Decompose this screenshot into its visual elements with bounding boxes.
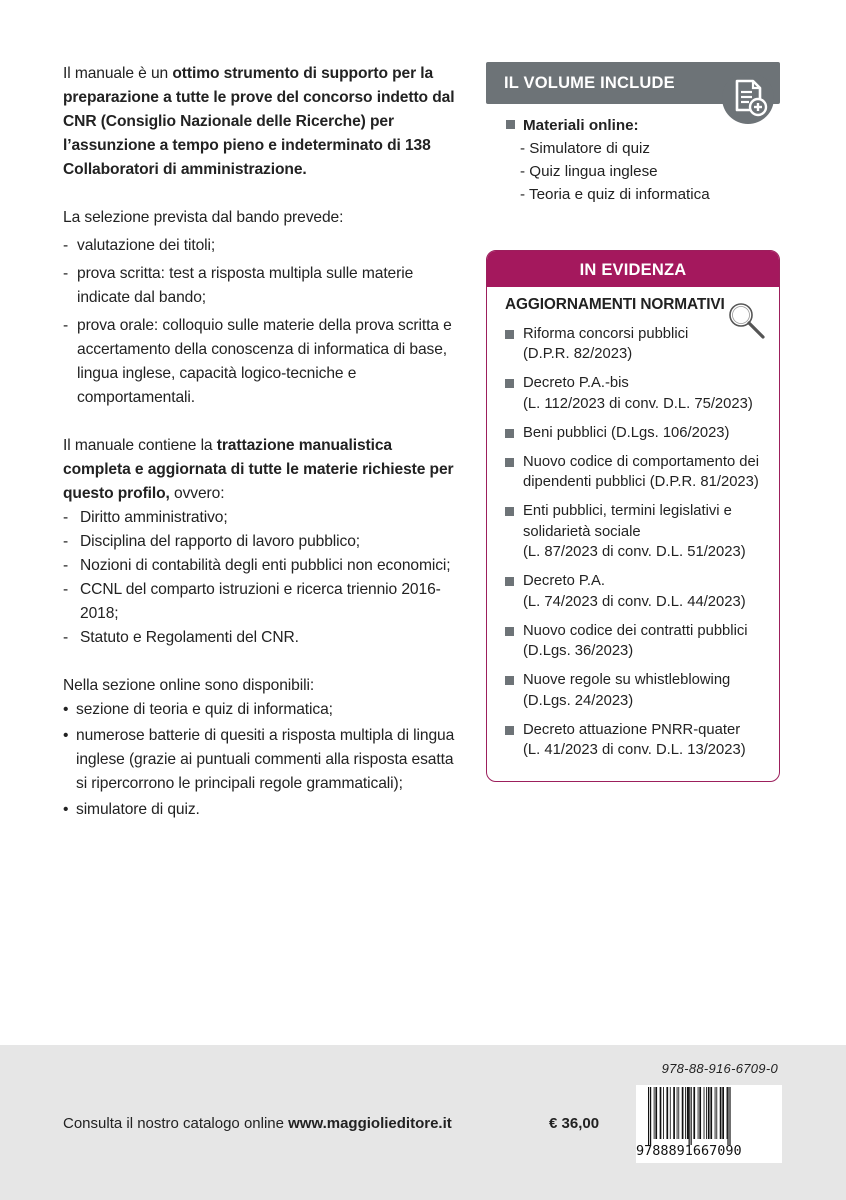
barcode-bar xyxy=(699,1087,701,1139)
update-line: solidarietà sociale xyxy=(523,523,641,540)
update-item xyxy=(505,621,779,662)
barcode-bar xyxy=(689,1087,690,1145)
contents-text: Il manuale contiene la xyxy=(63,437,217,454)
barcode-bar xyxy=(687,1087,689,1139)
selection-item-text: valutazione dei titoli; xyxy=(77,237,216,254)
square-bullet-icon xyxy=(505,627,514,636)
price: € 36,00 xyxy=(549,1115,600,1132)
barcode-bar xyxy=(704,1087,705,1139)
intro-bold-text: ottimo strumento di supporto per la preparazione a tutte le prove del concorso indetto dal CNR (Consiglio Nazionale delle Ricerche) per l’assunzione a tempo pieno e indeterminato di 138 Collaboratori di amministrazione. xyxy=(63,65,455,178)
update-item-text xyxy=(523,452,759,493)
update-line: dipendenti pubblici (D.P.R. 81/2023) xyxy=(523,474,759,490)
subject-item xyxy=(63,578,459,626)
online-intro: Nella sezione online sono disponibili: xyxy=(63,677,315,694)
square-bullet-icon xyxy=(505,577,514,586)
barcode xyxy=(636,1085,782,1163)
online-item xyxy=(63,798,459,822)
catalog-line xyxy=(63,1115,452,1132)
barcode-bar xyxy=(648,1087,649,1145)
barcode-bar xyxy=(650,1087,651,1145)
intro-paragraph xyxy=(63,62,459,182)
dash-marker: - xyxy=(63,265,69,282)
update-item-text xyxy=(523,324,688,365)
barcode-bar xyxy=(716,1087,717,1139)
subject-item xyxy=(63,554,459,578)
catalog-link[interactable]: www.maggiolieditore.it xyxy=(288,1115,452,1132)
online-item-text: numerose batterie di quesiti a risposta multipla di lingua inglese (grazie ai puntuali commenti alla risposta esatta si ripercorrono le principali regole grammaticali); xyxy=(76,727,455,792)
barcode-bar xyxy=(720,1087,722,1139)
subjects-list xyxy=(63,506,459,650)
update-line: Beni pubblici (D.Lgs. 106/2023) xyxy=(523,424,730,441)
barcode-bar xyxy=(691,1087,692,1145)
subject-item-text: Statuto e Regolamenti del CNR. xyxy=(80,629,299,646)
square-bullet-icon xyxy=(505,676,514,685)
in-evidenza-body xyxy=(487,287,779,761)
update-line: Nuovo codice dei contratti pubblici xyxy=(523,622,748,639)
update-item xyxy=(505,720,779,761)
update-item-text xyxy=(523,670,730,711)
dash-marker: - xyxy=(63,237,69,254)
online-item xyxy=(63,698,459,722)
contents-bold-text: trattazione manualistica completa e aggiornata di tutte le materie richieste per questo profilo, xyxy=(63,437,454,502)
barcode-bar xyxy=(729,1087,730,1145)
barcode-bar xyxy=(698,1087,699,1139)
catalog-text: Consulta il nostro catalogo online xyxy=(63,1115,289,1132)
dash-marker: - xyxy=(63,317,69,334)
update-item xyxy=(505,571,779,612)
update-item-text xyxy=(523,621,748,662)
online-materials-item: - Simulatore di quiz xyxy=(520,140,650,157)
update-item xyxy=(505,373,779,414)
contents-paragraph xyxy=(63,434,459,506)
barcode-bars xyxy=(636,1085,782,1145)
selection-item-text: prova scritta: test a risposta multipla sulle materie indicate dal bando; xyxy=(77,265,414,306)
online-item xyxy=(63,724,459,796)
description-column xyxy=(63,62,459,822)
volume-include-title: IL VOLUME INCLUDE xyxy=(504,74,675,92)
update-line: Decreto P.A.-bis xyxy=(523,375,629,391)
barcode-bar xyxy=(693,1087,695,1139)
selection-list xyxy=(63,234,459,410)
update-line: Decreto P.A. xyxy=(523,573,605,589)
online-materials-label: Materiali online: xyxy=(506,114,780,137)
online-materials-item: - Teoria e quiz di informatica xyxy=(520,186,710,203)
update-line: (L. 87/2023 di conv. D.L. 51/2023) xyxy=(523,544,746,560)
update-line: (L. 74/2023 di conv. D.L. 44/2023) xyxy=(523,593,746,610)
in-evidenza-header: IN EVIDENZA xyxy=(487,251,779,287)
update-item xyxy=(505,501,779,563)
selection-item xyxy=(63,314,459,410)
update-line: (L. 112/2023 di conv. D.L. 75/2023) xyxy=(523,395,753,412)
selection-item xyxy=(63,234,459,258)
subject-item-text: Nozioni di contabilità degli enti pubblici non economici; xyxy=(80,557,451,574)
footer-band xyxy=(0,1045,846,1200)
square-bullet-icon xyxy=(505,458,514,467)
isbn: 978-88-916-6709-0 xyxy=(661,1061,778,1076)
barcode-bar xyxy=(654,1087,655,1139)
barcode-bar xyxy=(670,1087,671,1139)
barcode-bar xyxy=(727,1087,728,1139)
update-line: (D.Lgs. 36/2023) xyxy=(523,643,634,659)
barcode-bar xyxy=(706,1087,707,1139)
update-line: Nuovo codice di comportamento dei xyxy=(523,453,760,470)
subject-item xyxy=(63,530,459,554)
dash-marker: - xyxy=(63,629,69,646)
updates-title: AGGIORNAMENTI NORMATIVI xyxy=(505,296,725,313)
in-evidenza-box xyxy=(486,250,780,782)
online-item-text: simulatore di quiz. xyxy=(76,801,200,818)
subject-item xyxy=(63,626,459,650)
update-item-text xyxy=(523,373,753,414)
online-materials-item: - Quiz lingua inglese xyxy=(520,163,658,180)
update-line: (D.P.R. 82/2023) xyxy=(523,346,633,362)
dash-marker: - xyxy=(63,509,69,526)
square-bullet-icon xyxy=(505,379,514,388)
barcode-bar xyxy=(708,1087,710,1139)
update-item xyxy=(505,452,779,493)
square-bullet-icon xyxy=(505,330,514,339)
barcode-bar xyxy=(685,1087,686,1139)
update-line: (D.Lgs. 24/2023) xyxy=(523,692,634,709)
square-bullet-icon xyxy=(505,726,514,735)
update-item xyxy=(505,423,779,444)
online-list xyxy=(63,698,459,822)
update-item xyxy=(505,670,779,711)
barcode-bar xyxy=(722,1087,724,1139)
subject-item-text: Diritto amministrativo; xyxy=(80,509,228,526)
update-item-text xyxy=(523,720,746,761)
volume-include-box xyxy=(486,62,780,206)
barcode-bar xyxy=(655,1087,657,1139)
update-line: Enti pubblici, termini legislativi e xyxy=(523,503,732,519)
barcode-bar xyxy=(663,1087,664,1139)
update-line: Nuove regole su whistleblowing xyxy=(523,672,731,688)
subject-item-text: CCNL del comparto istruzioni e ricerca triennio 2016-2018; xyxy=(80,581,441,622)
barcode-digits: 9788891667090 xyxy=(636,1143,742,1159)
barcode-bar xyxy=(710,1087,712,1139)
barcode-bar xyxy=(678,1087,679,1139)
subject-item xyxy=(63,506,459,530)
magnifier-icon xyxy=(725,299,767,341)
barcode-bar xyxy=(660,1087,662,1139)
square-bullet-icon xyxy=(506,120,515,129)
barcode-bar xyxy=(682,1087,684,1139)
bullet-marker: • xyxy=(63,701,69,718)
selection-item xyxy=(63,262,459,310)
subject-item-text: Disciplina del rapporto di lavoro pubblico; xyxy=(80,533,361,550)
updates-list xyxy=(505,324,779,761)
dash-marker: - xyxy=(63,557,69,574)
online-item-text: sezione di teoria e quiz di informatica; xyxy=(76,701,333,718)
contents-text-end: ovvero: xyxy=(169,485,225,502)
dash-marker: - xyxy=(63,581,69,598)
update-line: (L. 41/2023 di conv. D.L. 13/2023) xyxy=(523,742,746,758)
intro-text: Il manuale è un xyxy=(63,65,173,82)
selection-intro: La selezione prevista dal bando prevede: xyxy=(63,209,344,226)
selection-item-text: prova orale: colloquio sulle materie della prova scritta e accertamento della conoscenza di informatica di base, lingua inglese, capacità logico-tecniche e comportamentali. xyxy=(77,317,452,406)
update-line: Decreto attuazione PNRR-quater xyxy=(523,721,741,738)
document-add-icon xyxy=(722,72,774,124)
bullet-marker: • xyxy=(63,801,69,818)
dash-marker: - xyxy=(63,533,69,550)
barcode-bar xyxy=(727,1087,728,1145)
square-bullet-icon xyxy=(505,507,514,516)
update-item-text xyxy=(523,571,746,612)
barcode-bar xyxy=(677,1087,678,1139)
update-line: Riforma concorsi pubblici xyxy=(523,325,689,342)
barcode-bar xyxy=(673,1087,675,1139)
barcode-bar xyxy=(666,1087,668,1139)
bullet-marker: • xyxy=(63,727,69,744)
square-bullet-icon xyxy=(505,429,514,438)
update-item-text xyxy=(523,423,729,444)
barcode-bar xyxy=(715,1087,716,1139)
update-item-text xyxy=(523,501,746,563)
